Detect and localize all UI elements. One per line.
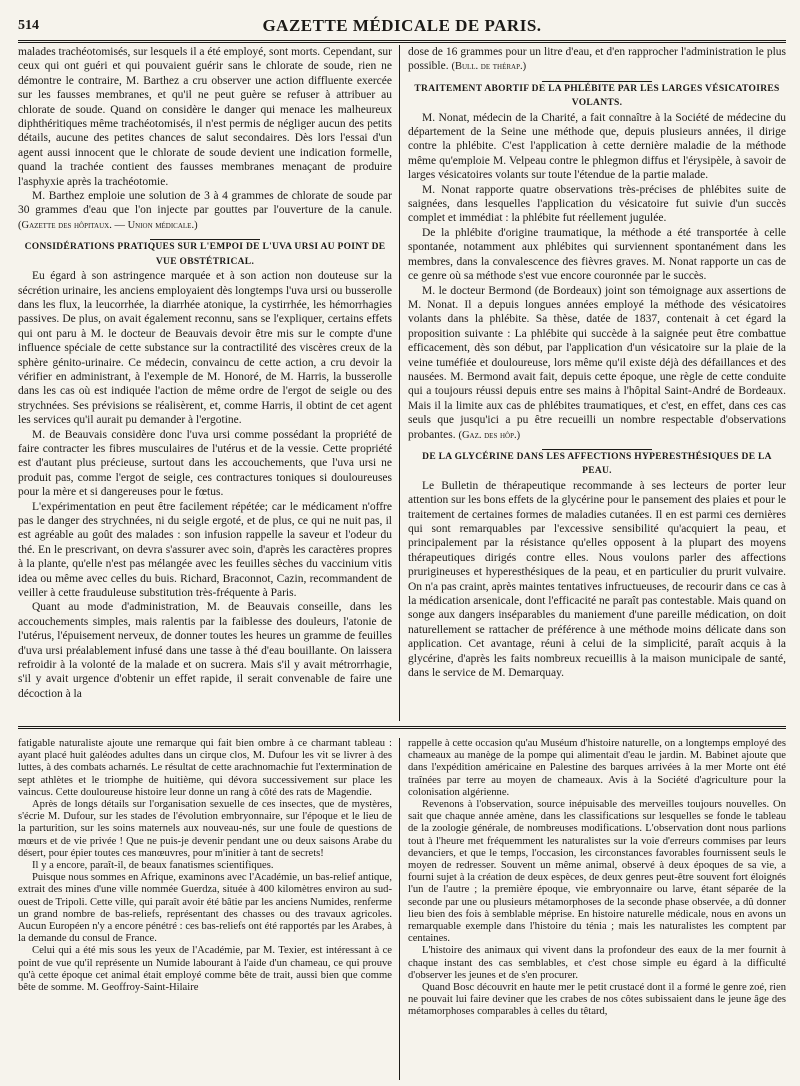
- paragraph: fatigable naturaliste ajoute une remarque qui fait bien ombre à ce charmant tableau : ayant placé huit galéodes adultes dans un cirque clos, M. Dufour les vit se livrer à des luttes, à des combats acharnés. Le résultat de cette arachnomachie fut l'extermination de sept athlètes et le triomphe de huitième, qui dévora successivement sur place les vaincus. Cette douloureuse histoire leur donne un rang à côté des rats de Magendie.: [18, 738, 392, 798]
- paragraph: Revenons à l'observation, source inépuisable des merveilles toujours nouvelles. On sait que chaque année amène, dans les classifications sur lesquelles se fonde le tableau de la zoologie générale, de nombreuses modifications. L'observation dont nous parlions tout à l'heure met fréquemment les naturalistes sur la voie d'erreurs commises par leurs devanciers, et que le temps, l'occasion, les circonstances favorables fournissent seuls le moyen de redresser. Souvent un même animal, observé à deux époques de sa vie, a fourni sujet à la création de deux espèces, de deux genres peut-être souvent fort éloignés l'un de l'autre ; la première époque, vie embryonnaire ou larve, étant séparée de la seconde par une ou plusieurs métamorphoses de la seconde phase observée, a dû donner lieu bien des fois à semblable méprise. En histoire naturelle médicale, nous en avons un remarquable exemple dans l'histoire du ténia ; mais les naturalistes les comptent par centaines.: [408, 799, 786, 945]
- paragraph: Le Bulletin de thérapeutique recommande à ses lecteurs de porter leur attention sur les bons effets de la glycérine pour le pansement des plaies et pour le traitement de certaines formes de maladies cutanées. Il en est parmi ces dernières qui sont remarquables par l'excessive sensibilité qu'acquiert la peau, et principalement par la résistance qu'elles opposent à la plupart des moyens thérapeutiques dirigés contre elles. Nous voulons parler des affections prurigineuses et hyperesthésiques de la peau, et en particulier du prurit vulvaire. On n'a pas craint, après maintes tentatives infructueuses, de recourir dans ce cas à la médication arsenicale, dont l'efficacité ne paraît pas contestable. Mais quand on songe aux dangers inséparables du maniement d'une pareille médication, on doit naturellement se rattacher de préférence à une méthode moins délicate dans son application. Cet avantage, réuni à celui de la simplicité, paraît acquis à la glycérine, d'après les faits nombreux recueillis à la maison municipale de santé, dans le service de M. Demarquay.: [408, 479, 786, 680]
- lower-right-column: [408, 738, 786, 1080]
- citation: (Gaz. des hôp.): [458, 429, 521, 441]
- article-heading: DE LA GLYCÉRINE DANS LES AFFECTIONS HYPERESTHÉSIQUES DE LA PEAU.: [422, 451, 772, 477]
- journal-title: GAZETTE MÉDICALE DE PARIS.: [262, 16, 542, 35]
- paragraph: M. de Beauvais considère donc l'uva ursi comme possédant la propriété de faire contracter les fibres musculaires de l'utérus et de la vessie. Cette propriété est d'autant plus précieuse, surtout dans les accouchements, que l'uva ursi ne produit pas, comme l'ergot de seigle, ces contractures toniques si douloureuses pour la mère et si dangereuses pour le fœtus.: [18, 428, 392, 499]
- paragraph: M. Nonat rapporte quatre observations très-précises de phlébites suite de saignées, dans lesquelles l'application du vésicatoire fut suivie d'un succès complet et immédiat : la phlébite fut réellement jugulée.: [408, 183, 786, 225]
- paragraph-text: M. le docteur Bermond (de Bordeaux) joint son témoignage aux assertions de M. Nonat. Il a depuis longues années employé la méthode des vésicatoires volants dans la phlébite. Sa thèse, datée de 1837, contenait à cet égard la proposition suivante : La phlébite qui succède à la saignée peut être combattue efficacement, dès son début, par l'application d'un vésicatoire sur la plaie de la veine tuméfiée et douloureuse, lors même qu'il existe déjà des défaillances et des nausées. M. Bermond avait fait, depuis cette époque, une règle de cette conduite qui a toujours réussi depuis entre ses mains à l'hôpital Saint-André de Bordeaux. Mais il la limite aux cas de phlébites traumatiques, et c'est, en effet, dans ces cas seuls que jusqu'ici a pu être recueilli un nombre respectable d'observations probantes.: [408, 284, 786, 441]
- page-number: 514: [18, 18, 39, 33]
- article-heading: TRAITEMENT ABORTIF DE LA PHLÉBITE PAR LES LARGES VÉSICATOIRES VOLANTS.: [414, 83, 780, 109]
- feuilleton-rule: [18, 726, 786, 729]
- paragraph: malades trachéotomisés, sur lesquels il a été employé, sont morts. Cependant, sur ceux qui ont guéri et qui pouvaient guérir sans le chlorate de soude, rien ne démontre le contraire, M. Barthez a cru observer une action diffluente exercée sur les fausses membranes, et qu'il ne peut guère se refuser à attribuer au chlorate de soude. Quand on considère le danger qui menace les malheureux diphthéritiques même trachéotomisés, il n'est permis de négliger aucun des petits détails, aucune des petites chances de salut secondaires. Dès lors l'essai d'un agent aussi innocent que le chlorate de soude devient une indication formelle, quand la trachée contient des fausses membranes menaçant de produire l'asphyxie après la trachéotomie.: [18, 46, 392, 188]
- paragraph: Après de longs détails sur l'organisation sexuelle de ces insectes, que de mystères, s'écrie M. Dufour, sur les stades de l'évolution embryonnaire, sur l'époque et le lieu de la parturition, sur les soins maternels aux nouveau-nés, sur une foule de questions de mœurs et de vie privée ! Que ne puis-je devenir pendant une ou deux saisons Arabe du désert, pour épier toutes ces manœuvres, pour m'initier à tant de secrets!: [18, 799, 392, 859]
- paragraph: L'expérimentation en peut être facilement répétée; car le médicament n'offre pas le danger des strychnées, ni du seigle ergoté, et de plus, ce qui ne nuit pas, il est agréable au goût des malades : son infusion rappelle la saveur et l'odeur du thé. En le prescrivant, on devra s'assurer avec soin, d'après les caractères propres à la plante, qu'elle n'est pas mélangée avec les feuilles sèches du vaccinium vitis idea ou même avec celles du buis. Richard, Braconnot, Cazin, recommandent de veiller à cette frauduleuse substitution très-fréquente à Paris.: [18, 500, 392, 600]
- paragraph-text: M. Barthez emploie une solution de 3 à 4 grammes de chlorate de soude par 30 grammes d'eau que l'on injecte par gouttes par l'ouverture de la canule.: [18, 190, 392, 217]
- paragraph: Celui qui a été mis sous les yeux de l'Académie, par M. Texier, est intéressant à ce point de vue qu'il représente un Numide labourant à l'aide d'un chameau, ce qui prouve qu'à cette époque cet animal était employé comme bête de trait, aussi bien que comme bête de somme. M. Geoffroy-Saint-Hilaire: [18, 945, 392, 994]
- citation: (Bull. de thérap.): [451, 61, 527, 73]
- paragraph-text: dose de 16 grammes pour un litre d'eau, et d'en rapprocher l'administration le plus possible.: [408, 46, 786, 73]
- column-divider: [399, 738, 400, 1080]
- paragraph: rappelle à cette occasion qu'au Muséum d'histoire naturelle, on a longtemps employé des chameaux au manège de la pompe qui alimentait d'eau le jardin. M. Babinet ajoute que dans l'expédition américaine en Palestine des barques arrivées à la mer Morte ont été traînées par terre au moyen de chameaux. Avis à la Société d'agriculture pour la colonisation algérienne.: [408, 738, 786, 798]
- citation: (Gazette des hôpitaux. — Union médicale.): [18, 219, 198, 231]
- paragraph: L'histoire des animaux qui vivent dans la profondeur des eaux de la mer fournit à chaque instant des cas semblables, et c'est chose simple eu égard à la difficulté d'observer les jeunes et de s'en procurer.: [408, 945, 786, 981]
- paragraph: Puisque nous sommes en Afrique, examinons avec l'Académie, un bas-relief antique, extrait des mines d'une ville nommée Guerdza, située à 400 kilomètres environ au sud-ouest de Tripoli. Cette ville, qui paraît avoir été bâtie par les anciens Numides, renferme un grand nombre de bas-reliefs, représentant des chasses ou des travaux agricoles. Aucun Européen n'y a encore pénétré : ces bas-reliefs ont été rapportés par les Arabes, à la demande du consul de France.: [18, 872, 392, 945]
- paragraph: [408, 284, 786, 443]
- article-heading: CONSIDÉRATIONS PRATIQUES SUR L'EMPOI DE L'UVA URSI AU POINT DE VUE OBSTÉTRICAL.: [24, 242, 386, 267]
- paragraph: [18, 189, 392, 233]
- paragraph: [408, 45, 786, 75]
- upper-left-column: [18, 45, 392, 721]
- paragraph: Eu égard à son astringence marquée et à son action non douteuse sur la sécrétion urinaire, les anciens employaient dès longtemps l'uva ursi ou busserolle dans les flux, la leucorrhée, la diarrhée atonique, la cystirrhée, les hémorrhagies passives. De plus, on avait également reconnu, sans se l'expliquer, certains effets qui ont paru à M. le docteur de Beauvais devoir être mis sur le compte d'une influence spéciale de cette substance sur la contractilité des viscères creux de la sphère génito-urinaire. Ce médecin, convaincu de cette action, a cru devoir la vérifier en administrant, à l'exemple de M. Honoré, de M. Harris, la busserolle dans les cas où est indiquée l'action de même ordre de l'ergot de seigle ou des strychnées. Ses prévisions se réalisèrent, et, comme Harris, il obtint de cet agent les services qu'il aurait pu demander à l'ergotine.: [18, 270, 392, 427]
- paragraph: De la phlébite d'origine traumatique, la méthode a été transportée à celle spontanée, notamment aux phlébites qui surviennent spontanément dans les membres, dans la convalescence des fièvres graves. M. Nonat rapporte un cas de ce genre où sa méthode s'est vue encore couronnée par le succès.: [408, 226, 786, 283]
- lower-left-column: [18, 738, 392, 1080]
- page-header: [18, 14, 786, 40]
- column-divider: [399, 45, 400, 721]
- paragraph: Il y a encore, paraît-il, de beaux fanatismes scientifiques.: [32, 860, 274, 872]
- paragraph: Quant au mode d'administration, M. de Beauvais conseille, dans les accouchements simples, mais ralentis par la faiblesse des douleurs, l'atonie de l'utérus, l'épuisement nerveux, de donner toutes les heures un gramme de feuilles d'uva ursi préalablement infusé dans une tasse à thé d'eau bouillante. On laissera refroidir à la volonté de la malade et on sucrera. Mais s'il y avait métrorrhagie, s'il y avait urgence d'obtenir un effet rapide, il serait convenable de faire une décoction à la: [18, 601, 392, 700]
- paragraph: M. Nonat, médecin de la Charité, a fait connaître à la Société de médecine du département de la Seine une méthode que, depuis plusieurs années, il dirige contre la phlébite. C'est l'application à cette dernière maladie de la méthode même qu'emploie M. Velpeau contre le phlegmon diffus et l'érysipèle, à savoir de larges vésicatoires volants sur toute l'étendue de la partie malade.: [408, 111, 786, 182]
- paragraph: Quand Bosc découvrit en haute mer le petit crustacé dont il a formé le genre zoé, rien ne pouvait lui faire deviner que les crabes de nos côtes subissaient dans le jeune âge des métamorphoses comparables à celles du têtard,: [408, 982, 786, 1018]
- upper-right-column: [408, 45, 786, 721]
- header-rule: [18, 40, 786, 43]
